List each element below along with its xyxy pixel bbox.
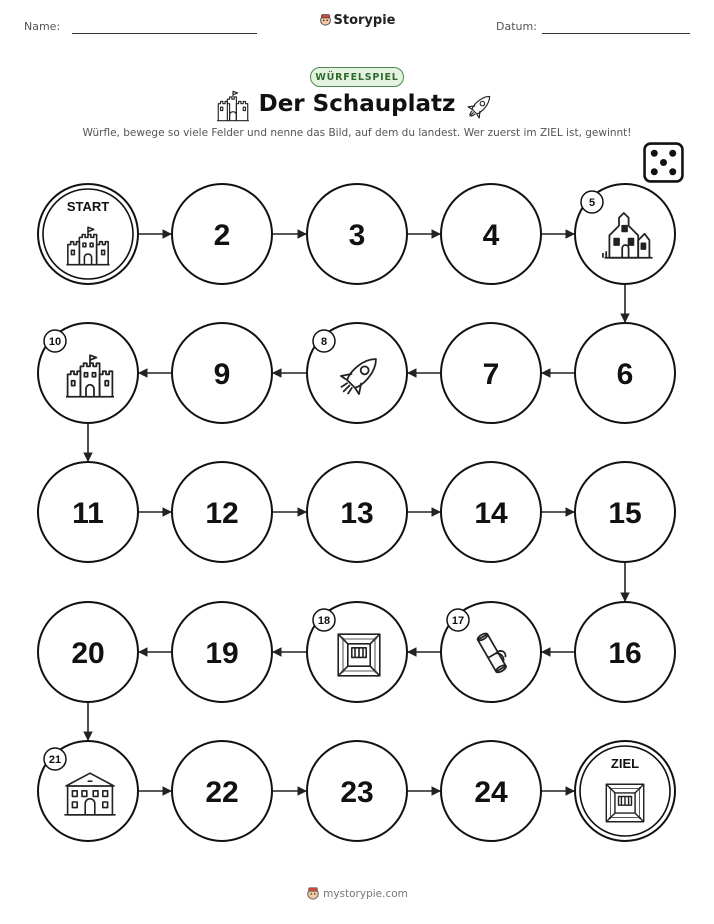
game-type-badge: WÜRFELSPIEL <box>310 67 404 87</box>
space-number: 7 <box>482 358 500 391</box>
board-space-7[interactable] <box>441 323 541 423</box>
board-space-3[interactable] <box>307 184 407 284</box>
storypie-logo-icon <box>306 886 320 900</box>
space-number: 9 <box>213 358 231 391</box>
board-space-22[interactable] <box>172 741 272 841</box>
brand-name: Storypie <box>333 13 396 28</box>
board-space-20[interactable] <box>38 602 138 702</box>
space-number: 22 <box>205 776 239 809</box>
board-space-17[interactable] <box>441 602 541 702</box>
board-space-11[interactable] <box>38 462 138 562</box>
instructions: Würfle, bewege so viele Felder und nenne das Bild, auf dem du landest. Wer zuerst im ZIEL ist, gewinnt! <box>82 127 632 139</box>
space-number: 21 <box>48 754 62 766</box>
board-space-10[interactable] <box>38 323 138 423</box>
space-number: 19 <box>205 637 239 670</box>
board-space-24[interactable] <box>441 741 541 841</box>
footer-url: mystorypie.com <box>323 888 408 900</box>
space-number: 8 <box>320 336 328 348</box>
space-number: 18 <box>317 615 331 627</box>
board-space-start[interactable] <box>38 184 138 284</box>
board-space-6[interactable] <box>575 323 675 423</box>
space-number: 23 <box>340 776 374 809</box>
start-label: START <box>66 199 110 214</box>
space-number: 24 <box>474 776 508 809</box>
board-space-ziel[interactable] <box>575 741 675 841</box>
space-number: 13 <box>340 497 374 530</box>
space-number: 5 <box>588 197 596 209</box>
space-number: 15 <box>608 497 642 530</box>
space-number: 11 <box>72 497 104 530</box>
space-number: 6 <box>616 358 634 391</box>
board-space-8[interactable] <box>307 323 407 423</box>
space-number: 16 <box>608 637 642 670</box>
board-space-23[interactable] <box>307 741 407 841</box>
board-space-14[interactable] <box>441 462 541 562</box>
space-number: 4 <box>482 219 500 252</box>
board-space-9[interactable] <box>172 323 272 423</box>
space-number: 17 <box>451 615 465 627</box>
space-number: 2 <box>213 219 231 252</box>
board-space-18[interactable] <box>307 602 407 702</box>
board-space-4[interactable] <box>441 184 541 284</box>
footer <box>0 886 714 900</box>
space-number: 3 <box>348 219 366 252</box>
board-space-12[interactable] <box>172 462 272 562</box>
space-number: 14 <box>474 497 508 530</box>
space-number: 12 <box>205 497 239 530</box>
page-title: Der Schauplatz <box>258 91 456 117</box>
date-label: Datum: <box>496 20 537 33</box>
board-space-13[interactable] <box>307 462 407 562</box>
name-label: Name: <box>24 20 61 33</box>
board-space-19[interactable] <box>172 602 272 702</box>
board-space-21[interactable] <box>38 741 138 841</box>
ziel-label: ZIEL <box>610 756 640 771</box>
space-number: 20 <box>71 637 105 670</box>
board-space-5[interactable] <box>575 184 675 284</box>
board-space-16[interactable] <box>575 602 675 702</box>
space-number: 10 <box>48 336 62 348</box>
board-space-15[interactable] <box>575 462 675 562</box>
board-space-2[interactable] <box>172 184 272 284</box>
